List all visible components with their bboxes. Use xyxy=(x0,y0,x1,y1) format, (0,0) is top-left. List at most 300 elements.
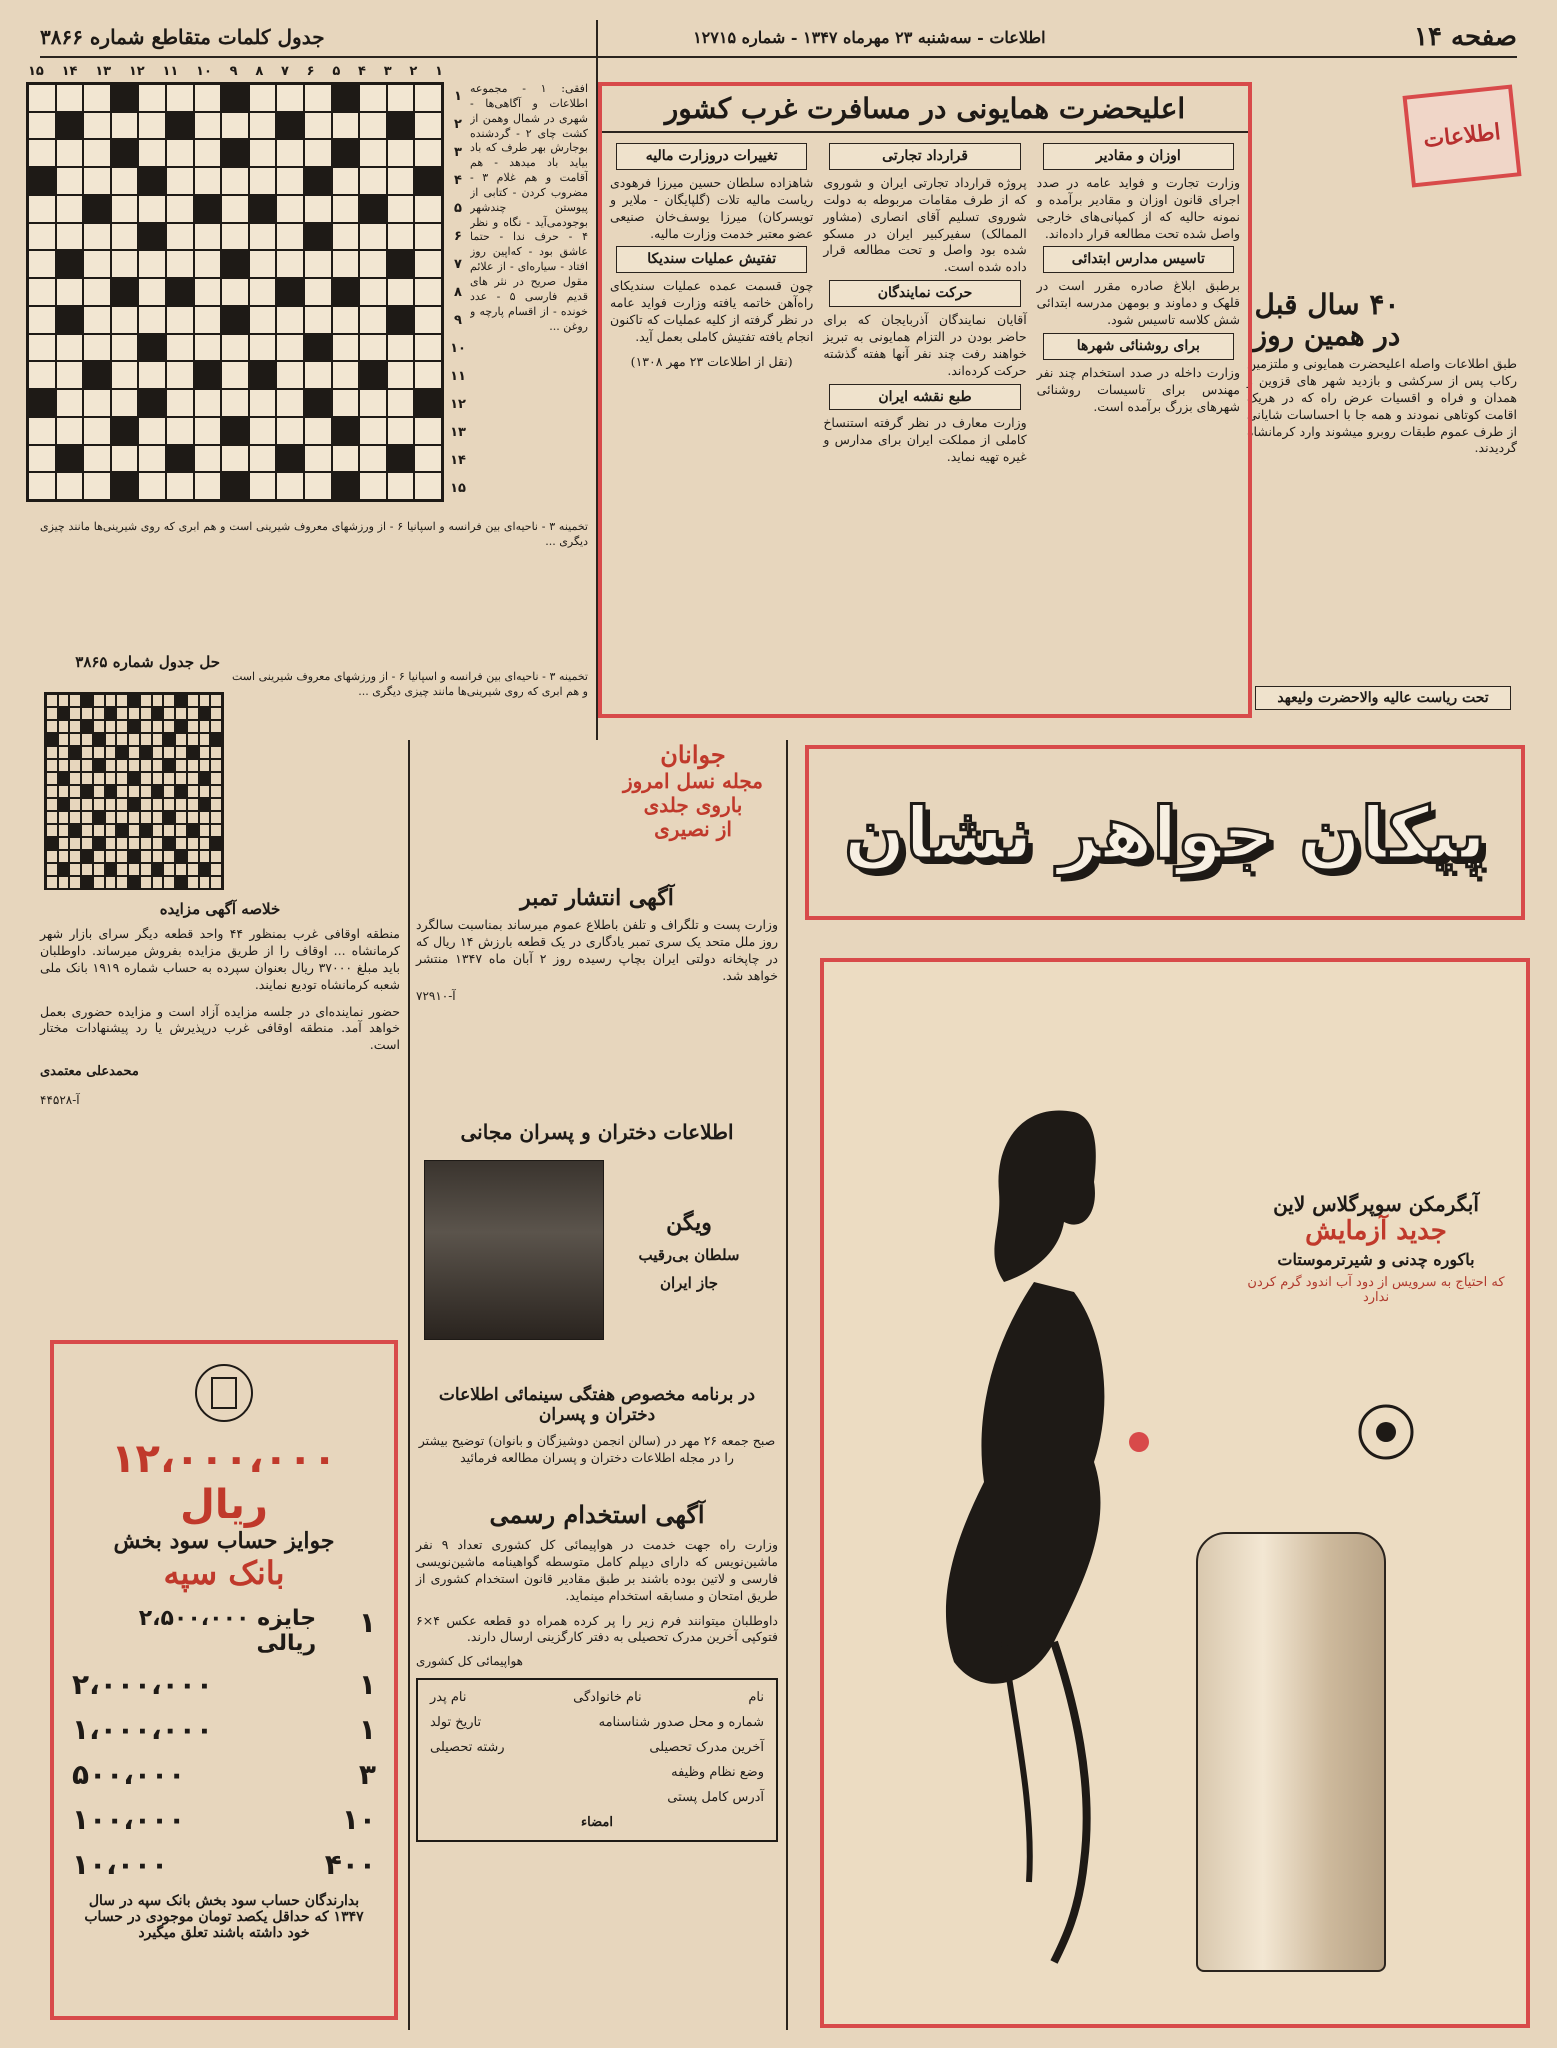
solution-cell xyxy=(58,707,70,720)
crossword-cell xyxy=(111,278,139,306)
javanan-box xyxy=(604,740,782,870)
crossword-cell xyxy=(304,417,332,445)
crossword-cell xyxy=(56,112,84,140)
form-signature: امضاء xyxy=(581,1815,613,1831)
crossword-cell xyxy=(83,112,111,140)
crossword-cell xyxy=(166,84,194,112)
crossword-cell xyxy=(249,195,277,223)
solution-cell xyxy=(163,785,175,798)
crossword-cell xyxy=(111,306,139,334)
crossword-cell xyxy=(28,167,56,195)
crossword-cell xyxy=(221,84,249,112)
section-head-schools: تاسیس مدارس ابتدائی xyxy=(1043,246,1234,273)
solution-cell xyxy=(175,746,187,759)
crossword-cell xyxy=(387,472,415,500)
solution-cell xyxy=(210,876,222,889)
crossword-cell xyxy=(332,306,360,334)
solution-cell xyxy=(163,720,175,733)
section-head-representatives: حرکت نمایندگان xyxy=(829,280,1020,307)
crossword-cell xyxy=(276,445,304,473)
auction-notice xyxy=(40,900,400,1320)
solution-cell xyxy=(105,785,117,798)
solution-cell xyxy=(128,746,140,759)
crossword-cell xyxy=(83,167,111,195)
crossword-cell xyxy=(83,278,111,306)
crossword-cell xyxy=(249,361,277,389)
crossword-cell xyxy=(138,389,166,417)
vertical-clues-continued: تخمینه ۳ - ناحیه‌ای بین فرانسه و اسپانیا ۶ - از ورزشهای معروف شیرینی است و هم ابری که روی شیرینی‌ها مانند چیزی دیگری ... xyxy=(232,670,588,698)
solution-cell xyxy=(128,811,140,824)
crossword-cell xyxy=(332,250,360,278)
solution-cell xyxy=(69,863,81,876)
crossword-cell xyxy=(83,195,111,223)
crossword-cell xyxy=(111,195,139,223)
crossword-cell xyxy=(304,139,332,167)
section-head-map: طبع نقشه ایران xyxy=(829,384,1020,411)
crossword-cell xyxy=(221,195,249,223)
solution-cell xyxy=(81,746,93,759)
solution-cell xyxy=(163,850,175,863)
solution-cell xyxy=(199,694,211,707)
singer-photo xyxy=(424,1160,604,1340)
solution-cell xyxy=(152,850,164,863)
solution-cell xyxy=(58,733,70,746)
solution-cell xyxy=(163,746,175,759)
solution-cell xyxy=(140,824,152,837)
solution-cell xyxy=(140,850,152,863)
crossword-cell xyxy=(138,361,166,389)
section-head-finance: تغییرات دروزارت مالیه xyxy=(616,143,807,170)
crossword-cell xyxy=(249,223,277,251)
solution-cell xyxy=(105,707,117,720)
crossword-cell xyxy=(83,139,111,167)
crossword-cell xyxy=(221,472,249,500)
crossword-cell xyxy=(166,278,194,306)
stamp-ad-ref: آ-۷۲۹۱۰ xyxy=(416,988,456,1003)
crossword-cell xyxy=(194,278,222,306)
heater-line3: باکوره چدنی و شیرترموستات xyxy=(1277,1250,1475,1269)
crossword-cell xyxy=(387,334,415,362)
solution-cell xyxy=(163,707,175,720)
crossword-cell xyxy=(414,334,442,362)
solution-cell xyxy=(152,876,164,889)
solution-cell xyxy=(58,824,70,837)
crossword-cell xyxy=(332,389,360,417)
solution-cell xyxy=(210,824,222,837)
solution-cell xyxy=(81,824,93,837)
auction-title: خلاصه آگهی مزایده xyxy=(159,900,281,918)
crossword-cell xyxy=(166,139,194,167)
prize-row: ۱۰ ۱۰۰،۰۰۰ xyxy=(72,1803,376,1836)
photo-captions xyxy=(614,1210,764,1292)
section-head-lighting: برای روشنائی شهرها xyxy=(1043,333,1234,360)
crossword-cell xyxy=(332,139,360,167)
crossword-cell xyxy=(83,250,111,278)
solution-cell xyxy=(69,720,81,733)
crossword-cell xyxy=(111,361,139,389)
solution-cell xyxy=(128,863,140,876)
crossword-cell xyxy=(83,306,111,334)
crossword-cell xyxy=(83,417,111,445)
solution-cell xyxy=(116,863,128,876)
section-head-syndicate: تفتیش عملیات سندیکا xyxy=(616,246,807,273)
solution-cell xyxy=(46,811,58,824)
crossword-cell xyxy=(56,361,84,389)
solution-cell xyxy=(116,759,128,772)
crossword-cell xyxy=(56,139,84,167)
crossword-cell xyxy=(221,306,249,334)
solution-cell xyxy=(93,772,105,785)
solution-cell xyxy=(199,863,211,876)
solution-cell xyxy=(140,759,152,772)
crossword-cell xyxy=(221,250,249,278)
section-text-map: وزارت معارف در نظر گرفته استنساخ کاملی از مملکت ایران برای مدارس و غیره تهیه نماید. xyxy=(823,415,1027,465)
crossword-cell xyxy=(359,306,387,334)
heater-line4: که احتیاج به سرویس از دود آب اندود گرم کردن ندارد xyxy=(1247,1275,1505,1305)
solution-cell xyxy=(199,759,211,772)
solution-cell xyxy=(46,798,58,811)
crossword-cell xyxy=(194,417,222,445)
javanan-line1: جوانان xyxy=(660,740,726,769)
crossword-cell xyxy=(28,250,56,278)
crossword-cell xyxy=(56,306,84,334)
crossword-cell xyxy=(28,139,56,167)
solution-cell xyxy=(210,772,222,785)
solution-cell xyxy=(93,876,105,889)
solution-cell xyxy=(46,824,58,837)
prize-row: ۱ ۲،۰۰۰،۰۰۰ xyxy=(72,1668,376,1701)
crossword-cell xyxy=(276,139,304,167)
crossword-cell xyxy=(138,223,166,251)
crossword-cell xyxy=(359,167,387,195)
solution-cell xyxy=(116,720,128,733)
crossword-cell xyxy=(387,278,415,306)
crossword-cell xyxy=(387,306,415,334)
solution-cell xyxy=(187,694,199,707)
youth-promo-title: در برنامه مخصوص هفتگی سینمائی اطلاعات دختران و پسران xyxy=(438,1385,756,1425)
article-col-1 xyxy=(1037,139,1240,687)
crossword-cell xyxy=(166,195,194,223)
solution-cell xyxy=(187,798,199,811)
solution-cell xyxy=(163,824,175,837)
prize-row: ۱ جایزه ۲،۵۰۰،۰۰۰ ریالی xyxy=(138,1606,376,1656)
crossword-cell xyxy=(387,167,415,195)
crossword-cell xyxy=(138,167,166,195)
crossword-cell xyxy=(387,223,415,251)
crossword-cell xyxy=(28,472,56,500)
crossword-cell xyxy=(359,223,387,251)
solution-cell xyxy=(152,694,164,707)
crossword-cell xyxy=(332,417,360,445)
crossword-cell xyxy=(304,167,332,195)
crossword-cell xyxy=(166,250,194,278)
crossword-cell xyxy=(332,223,360,251)
solution-cell xyxy=(116,850,128,863)
solution-cell xyxy=(175,785,187,798)
section-text-trade: پروژه قرارداد تجارتی ایران و شوروی که از طرف مقامات مربوطه به دولت شوروی تسلیم آقای انصاری (مشاور الممالک) سفیرکبیر ایران در مسکو شده بود واصل و تحت مطالعه قرار داده شده است. xyxy=(823,174,1027,275)
solution-cell xyxy=(163,759,175,772)
crossword-cell xyxy=(166,167,194,195)
solution-cell xyxy=(187,759,199,772)
solution-cell xyxy=(69,746,81,759)
crossword-cell xyxy=(332,445,360,473)
solution-cell xyxy=(81,733,93,746)
crossword-cell xyxy=(387,112,415,140)
solution-cell xyxy=(140,811,152,824)
crossword-cell xyxy=(194,112,222,140)
crossword-cell xyxy=(111,389,139,417)
solution-cell xyxy=(187,785,199,798)
auction-ref: آ-۴۴۵۲۸ xyxy=(40,1093,80,1108)
auction-signer: محمدعلی معتمدی xyxy=(40,1064,139,1080)
solution-cell xyxy=(152,824,164,837)
bank-name: بانک سپه xyxy=(163,1554,285,1592)
solution-cell xyxy=(116,824,128,837)
solution-cell xyxy=(58,720,70,733)
solution-cell xyxy=(210,694,222,707)
column-rule xyxy=(408,740,410,2030)
crossword-cell xyxy=(166,361,194,389)
crossword-cell xyxy=(414,389,442,417)
crossword-cell xyxy=(332,334,360,362)
solution-cell xyxy=(152,720,164,733)
crossword-cell xyxy=(359,361,387,389)
solution-cell xyxy=(199,772,211,785)
crossword-cell xyxy=(414,361,442,389)
crossword-cell xyxy=(249,389,277,417)
solution-cell xyxy=(105,720,117,733)
crossword-cell xyxy=(414,223,442,251)
crossword-cell xyxy=(359,278,387,306)
crossword-cell xyxy=(138,417,166,445)
crossword-cell xyxy=(221,334,249,362)
crossword-cell xyxy=(83,361,111,389)
solution-cell xyxy=(128,850,140,863)
crossword-cell xyxy=(111,112,139,140)
crossword-cell xyxy=(304,306,332,334)
crossword-cell xyxy=(249,334,277,362)
caption-name: ویگن xyxy=(666,1210,712,1236)
solution-cell xyxy=(46,863,58,876)
solution-cell xyxy=(93,759,105,772)
crossword-cell xyxy=(276,361,304,389)
solution-cell xyxy=(163,772,175,785)
hiring-text: وزارت راه جهت خدمت در هواپیمائی کل کشوری تعداد ۹ نفر ماشین‌نویس که دارای دیپلم کامل متوسطه گواهینامه ماشین‌نویسی فارسی و لاتین بوده باشند بر طبق مقادیر قانون استخدام کشوری از طریق امتحان و مسابقه استخدام مینماید. xyxy=(416,1537,778,1603)
crossword-cell xyxy=(28,361,56,389)
crossword-cell xyxy=(276,417,304,445)
solution-cell xyxy=(199,837,211,850)
prize-row: ۱ ۱،۰۰۰،۰۰۰ xyxy=(72,1713,376,1746)
solution-cell xyxy=(210,798,222,811)
solution-cell xyxy=(105,798,117,811)
solution-cell xyxy=(116,772,128,785)
solution-cell xyxy=(58,863,70,876)
crossword-cell xyxy=(166,223,194,251)
heater-ad-text xyxy=(1246,1192,1506,1305)
solution-cell xyxy=(187,707,199,720)
solution-cell xyxy=(140,837,152,850)
crossword-cell xyxy=(249,139,277,167)
crossword-cell xyxy=(194,250,222,278)
crossword-cell xyxy=(249,112,277,140)
crossword-cell xyxy=(166,445,194,473)
solution-cell xyxy=(69,811,81,824)
solution-cell xyxy=(140,733,152,746)
crossword-cell xyxy=(249,472,277,500)
crossword-cell xyxy=(56,389,84,417)
solution-cell xyxy=(69,785,81,798)
crossword-cell xyxy=(359,84,387,112)
crossword-cell xyxy=(111,84,139,112)
solution-cell xyxy=(163,863,175,876)
forty-years-title: ۴۰ سال قبل در همین روز xyxy=(1253,288,1401,352)
solution-cell xyxy=(187,850,199,863)
crossword-cell xyxy=(387,417,415,445)
solution-cell xyxy=(116,798,128,811)
section-text-weights: وزارت تجارت و فواید عامه در صدد اجرای قانون اوزان و مقادیر برآمده و نمونه حالیه که از کمپانی‌های خارجی واصل شده تحت مطالعه قرار داده‌اند. xyxy=(1036,174,1240,241)
solution-cell xyxy=(116,694,128,707)
solution-cell xyxy=(46,785,58,798)
solution-cell xyxy=(140,707,152,720)
solution-cell xyxy=(116,876,128,889)
crossword-cell xyxy=(111,139,139,167)
crossword-cell xyxy=(276,389,304,417)
crossword-cell xyxy=(111,334,139,362)
solution-cell xyxy=(140,772,152,785)
crossword-cell xyxy=(249,445,277,473)
forty-years-subhead: تحت ریاست عالیه والاحضرت ولیعهد xyxy=(1255,686,1511,710)
crossword-cell xyxy=(221,361,249,389)
crossword-cell xyxy=(28,278,56,306)
solution-cell xyxy=(81,720,93,733)
solution-cell xyxy=(128,837,140,850)
solution-cell xyxy=(116,746,128,759)
crossword-cell xyxy=(249,250,277,278)
solution-cell xyxy=(58,759,70,772)
solution-cell xyxy=(199,733,211,746)
crossword-cell xyxy=(221,112,249,140)
crossword-cell xyxy=(56,250,84,278)
bank-emblem-icon xyxy=(194,1358,254,1428)
solution-cell xyxy=(128,824,140,837)
article-footer-note: (نقل از اطلاعات ۲۳ مهر ۱۳۰۸) xyxy=(630,353,793,369)
crossword-cell xyxy=(28,306,56,334)
crossword-clues-vertical: تخمینه ۳ - ناحیه‌ای بین فرانسه و اسپانیا ۶ - از ورزشهای معروف شیرینی است و هم ابری که روی شیرینی‌ها مانند چیزی دیگری ... xyxy=(40,520,588,548)
section-text-representatives: آقایان نمایندگان آذربایجان که برای حاضر بودن در التزام همایونی به تبریز خواهند رفت چند نفر آنها هفته گذشته حرکت کرده‌اند. xyxy=(823,312,1027,378)
solution-cell xyxy=(105,772,117,785)
solution-cell xyxy=(105,850,117,863)
solution-cell xyxy=(175,837,187,850)
crossword-cell xyxy=(138,195,166,223)
stamp-ad-title: آگهی انتشار تمبر xyxy=(520,885,674,911)
prev-solution-title: حل جدول شماره ۳۸۶۵ xyxy=(75,653,220,671)
solution-cell xyxy=(163,811,175,824)
crossword-cell xyxy=(276,223,304,251)
solution-cell xyxy=(105,811,117,824)
solution-cell xyxy=(46,746,58,759)
crossword-cell xyxy=(359,250,387,278)
crossword-cell xyxy=(304,334,332,362)
crossword-cell xyxy=(138,250,166,278)
crossword-cell xyxy=(276,112,304,140)
solution-cell xyxy=(187,876,199,889)
solution-cell xyxy=(199,785,211,798)
crossword-cell xyxy=(56,278,84,306)
crossword-cell xyxy=(28,417,56,445)
crossword-cell xyxy=(111,417,139,445)
brand-emblem-icon xyxy=(1356,1402,1416,1462)
solution-cell xyxy=(81,863,93,876)
article-col-3 xyxy=(610,139,813,687)
caption-line3: جاز ایران xyxy=(659,1274,719,1292)
prize-row: ۴۰۰ ۱۰،۰۰۰ xyxy=(72,1848,376,1881)
crossword-cell xyxy=(166,306,194,334)
crossword-cell xyxy=(387,195,415,223)
crossword-row-numbers: ۱ ۲ ۳ ۴ ۵ ۶ ۷ ۸ ۹ ۱۰ ۱۱ ۱۲ ۱۳ ۱۴ ۱۵ xyxy=(450,88,466,496)
solution-cell xyxy=(128,733,140,746)
form-row: آخرین مدرک تحصیلی رشته تحصیلی xyxy=(430,1740,764,1756)
crossword-cell xyxy=(304,250,332,278)
solution-cell xyxy=(81,876,93,889)
crossword-cell xyxy=(56,445,84,473)
solution-cell xyxy=(46,707,58,720)
crossword-cell xyxy=(83,445,111,473)
solution-cell xyxy=(58,798,70,811)
solution-cell xyxy=(46,876,58,889)
crossword-cell xyxy=(414,472,442,500)
crossword-cell xyxy=(332,472,360,500)
solution-cell xyxy=(199,707,211,720)
solution-cell xyxy=(152,837,164,850)
solution-cell xyxy=(210,850,222,863)
solution-cell xyxy=(175,798,187,811)
solution-cell xyxy=(93,798,105,811)
solution-cell xyxy=(93,746,105,759)
auction-text: منطقه اوقافی غرب بمنظور ۴۴ واحد قطعه دیگر سرای بازار شهر کرمانشاه ... اوقاف را از طریق مزایده بفروش میرساند. داوطلبان باید مبلغ ۳۷۰۰۰ ریال بعنوان سپرده به حساب شماره ۱۹۱۹ بانک ملی شعبه کرمانشاه تودیع نمایند. xyxy=(40,926,400,992)
solution-cell xyxy=(105,863,117,876)
section-text-finance: شاهزاده سلطان حسین میرزا فرهودی ریاست مالیه تلات (گلپایگان - ملایر و تویسرکان) میرزا یوسف‌خان صنیعی عضو معتبر خدمت وزارت مالیه. xyxy=(610,174,814,241)
solution-cell xyxy=(93,707,105,720)
solution-cell xyxy=(187,772,199,785)
solution-cell xyxy=(58,694,70,707)
solution-cell xyxy=(152,759,164,772)
solution-cell xyxy=(187,720,199,733)
crossword-cell xyxy=(387,139,415,167)
solution-cell xyxy=(93,694,105,707)
crossword-cell xyxy=(194,195,222,223)
javanan-line2: مجله نسل امروز xyxy=(622,769,764,793)
solution-cell xyxy=(175,863,187,876)
solution-cell xyxy=(187,811,199,824)
crossword-cell xyxy=(332,112,360,140)
crossword-cell xyxy=(359,112,387,140)
solution-cell xyxy=(93,733,105,746)
javanan-line4: از نصیری xyxy=(654,817,732,841)
solution-cell xyxy=(128,759,140,772)
crossword-cell xyxy=(304,223,332,251)
solution-cell xyxy=(175,824,187,837)
crossword-cell xyxy=(166,334,194,362)
section-text-syndicate: چون قسمت عمده عملیات سندیکای راه‌آهن خاتمه یافته وزارت فواید عامه در نظر گرفته از کلیه عملیات که تاکنون انجام یافته تفتیش کاملی بعمل آید. xyxy=(610,278,814,344)
crossword-cell xyxy=(28,84,56,112)
crossword-cell xyxy=(332,278,360,306)
solution-cell xyxy=(128,720,140,733)
solution-cell xyxy=(46,694,58,707)
youth-promo-sub: صبح جمعه ۲۶ مهر در (سالن انجمن دوشیزگان و بانوان) توضیح بیشتر را در مجله اطلاعات دختران و پسران مطالعه فرمائید xyxy=(418,1433,776,1465)
solution-cell xyxy=(58,811,70,824)
solution-cell xyxy=(81,811,93,824)
column-rule xyxy=(786,740,788,2030)
